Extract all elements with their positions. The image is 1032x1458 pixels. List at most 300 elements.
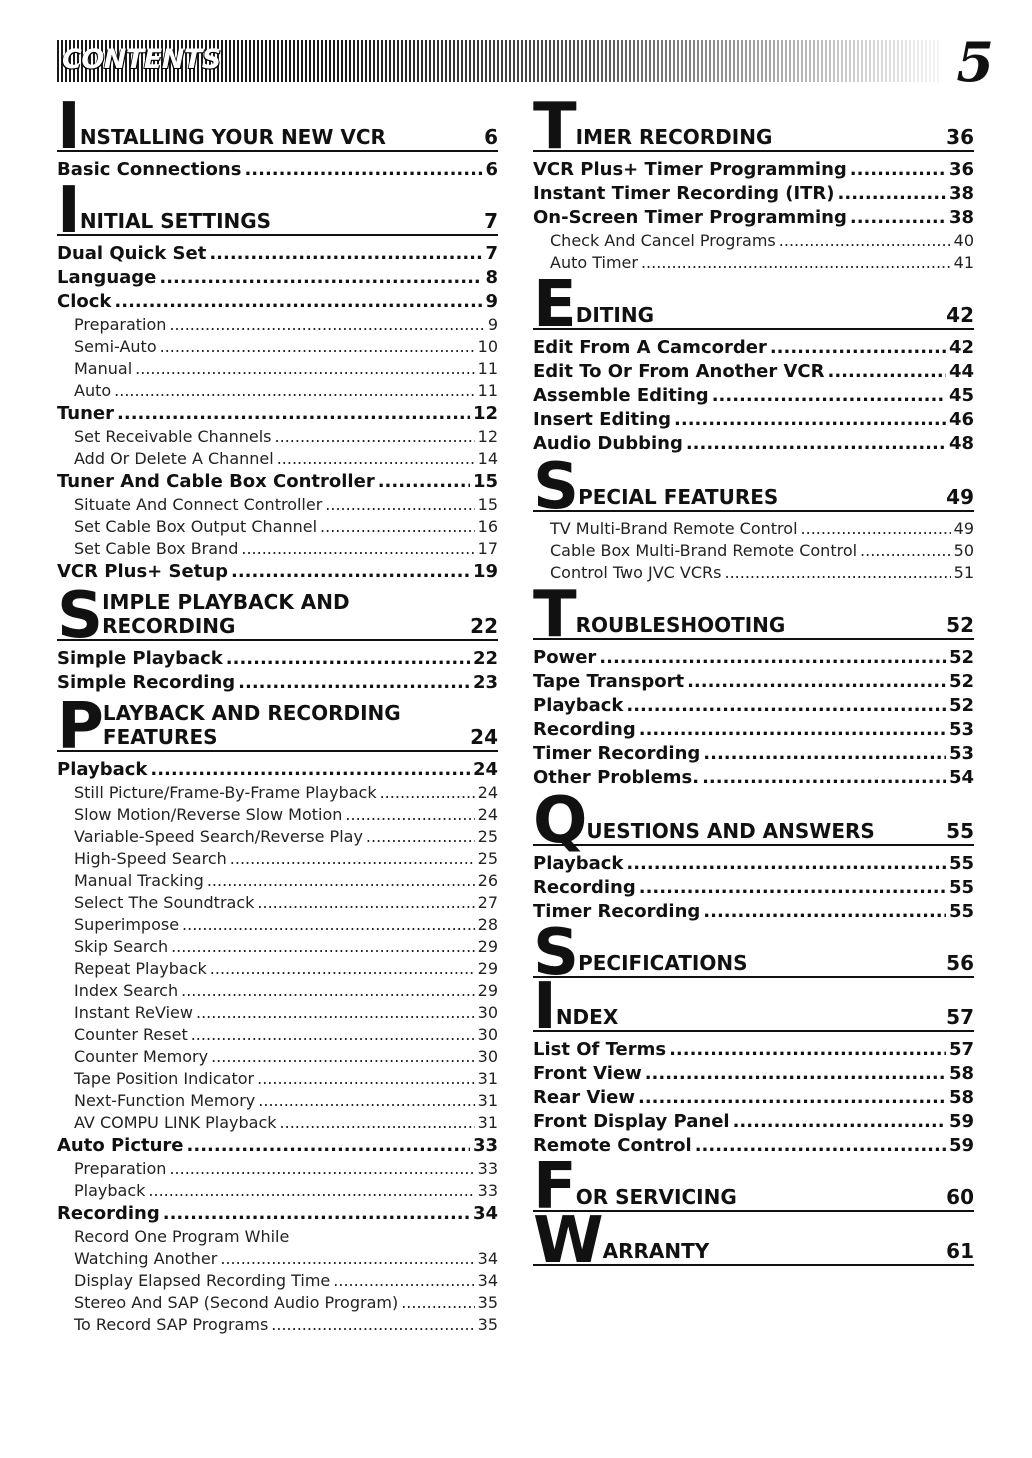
- entry-label: Rear View: [533, 1087, 635, 1108]
- section-page-number: 61: [946, 1239, 974, 1263]
- toc-subentry[interactable]: [57, 892, 498, 914]
- section-heading-body: [102, 590, 498, 639]
- toc-subentry[interactable]: [57, 448, 498, 470]
- toc-entry[interactable]: [533, 182, 974, 206]
- dot-leader: [191, 1024, 475, 1046]
- entry-label: Language: [57, 267, 157, 288]
- toc-subentry[interactable]: [57, 958, 498, 980]
- toc-entry[interactable]: [533, 852, 974, 876]
- entry-page-number: 30: [477, 1025, 498, 1044]
- entry-label: Counter Memory: [74, 1047, 209, 1066]
- entry-label: Playback: [533, 695, 624, 716]
- toc-section: [533, 1204, 974, 1278]
- toc-entry[interactable]: [533, 766, 974, 790]
- toc-entry[interactable]: [57, 560, 498, 584]
- dot-leader: [380, 782, 475, 804]
- toc-entry[interactable]: [533, 360, 974, 384]
- toc-subentry[interactable]: [57, 1002, 498, 1024]
- entry-label: List Of Terms: [533, 1039, 667, 1060]
- toc-entry[interactable]: [57, 1202, 498, 1226]
- dot-leader: [687, 670, 946, 694]
- toc-subentry[interactable]: [57, 1068, 498, 1090]
- toc-subentry[interactable]: [57, 936, 498, 958]
- dot-leader: [638, 1086, 946, 1110]
- dot-leader: [275, 426, 475, 448]
- dot-leader: [160, 336, 475, 358]
- section-heading-body: [603, 1239, 974, 1264]
- section-title: ARRANTY: [602, 1239, 710, 1263]
- toc-subentry[interactable]: [57, 314, 498, 336]
- section-heading[interactable]: [533, 268, 974, 342]
- entry-label: On-Screen Timer Programming: [533, 207, 847, 228]
- entry-label: Playback: [57, 759, 148, 780]
- entry-page-number: 9: [487, 315, 498, 334]
- entry-label: VCR Plus+ Setup: [57, 561, 228, 582]
- dot-leader: [114, 290, 482, 314]
- dot-leader: [220, 1248, 474, 1270]
- dot-leader: [345, 804, 474, 826]
- entry-page-number: 54: [948, 767, 974, 788]
- dot-leader: [257, 1068, 475, 1090]
- section-heading[interactable]: [57, 690, 498, 764]
- dot-leader: [695, 1134, 946, 1158]
- toc-entry[interactable]: [533, 646, 974, 670]
- entry-label: Slow Motion/Reverse Slow Motion: [74, 805, 343, 824]
- toc-subentry[interactable]: [57, 358, 498, 380]
- toc-subentry[interactable]: [533, 562, 974, 584]
- entry-page-number: 59: [948, 1135, 974, 1156]
- entry-label: Set Cable Box Brand: [74, 539, 239, 558]
- section-heading-body: [556, 1005, 974, 1030]
- dot-leader: [163, 1202, 470, 1226]
- entry-page-number: 40: [953, 231, 974, 250]
- entry-label: Variable-Speed Search/Reverse Play: [74, 827, 363, 846]
- section-heading-body: [80, 209, 498, 234]
- section-heading[interactable]: [533, 970, 974, 1044]
- toc-section: [57, 90, 498, 182]
- dot-leader: [244, 158, 482, 182]
- section-title: PECIFICATIONS: [578, 951, 748, 975]
- entry-label: Index Search: [74, 981, 179, 1000]
- entry-label: Power: [533, 647, 597, 668]
- toc-subentry[interactable]: [533, 518, 974, 540]
- toc-subentry[interactable]: [57, 336, 498, 358]
- dot-leader: [674, 408, 946, 432]
- section-initial: T: [533, 578, 575, 652]
- dot-leader: [150, 758, 470, 782]
- dot-leader: [135, 358, 475, 380]
- entry-label: Tuner And Cable Box Controller: [57, 471, 375, 492]
- entry-page-number: 33: [477, 1181, 498, 1200]
- section-initial: I: [57, 174, 79, 248]
- toc-entry[interactable]: [57, 1134, 498, 1158]
- dot-leader: [271, 1314, 474, 1336]
- section-page-number: 57: [946, 1005, 974, 1029]
- entry-page-number: 30: [477, 1003, 498, 1022]
- toc-subentry[interactable]: [57, 1112, 498, 1134]
- entry-page-number: 38: [948, 183, 974, 204]
- toc-entry[interactable]: [57, 470, 498, 494]
- entry-page-number: 10: [477, 337, 498, 356]
- toc-entry[interactable]: [533, 900, 974, 924]
- entry-label: TV Multi-Brand Remote Control: [550, 519, 798, 538]
- entry-label: Instant ReView: [74, 1003, 193, 1022]
- entry-label: Auto Timer: [550, 253, 638, 272]
- entry-label: Set Receivable Channels: [74, 427, 272, 446]
- section-title-line1: LAYBACK AND RECORDING: [102, 701, 401, 725]
- section-heading-body: [576, 303, 974, 328]
- section-page-number: 22: [470, 614, 498, 638]
- entry-label: Timer Recording: [533, 743, 701, 764]
- entry-label: Set Cable Box Output Channel: [74, 517, 318, 536]
- dot-leader: [712, 384, 946, 408]
- section-initial: Q: [533, 784, 586, 858]
- entry-page-number: 58: [948, 1087, 974, 1108]
- toc-subentry[interactable]: [533, 540, 974, 562]
- toc-section: [57, 579, 498, 695]
- section-initial: I: [57, 90, 79, 164]
- dot-leader: [850, 206, 946, 230]
- entry-page-number: 19: [472, 561, 498, 582]
- toc-subentry[interactable]: [57, 1158, 498, 1180]
- toc-entry[interactable]: [57, 158, 498, 182]
- entry-page-number: 22: [472, 648, 498, 669]
- dot-leader: [277, 448, 475, 470]
- entry-page-number: 46: [948, 409, 974, 430]
- entry-label: AV COMPU LINK Playback: [74, 1113, 277, 1132]
- toc-entry[interactable]: [533, 1134, 974, 1158]
- toc-entry[interactable]: [57, 290, 498, 314]
- entry-label: Remote Control: [533, 1135, 692, 1156]
- entry-page-number: 29: [477, 981, 498, 1000]
- section-heading-body: [576, 1185, 974, 1210]
- section-page-number: 52: [946, 613, 974, 637]
- toc-section: [57, 174, 498, 584]
- entry-page-number: 30: [477, 1047, 498, 1066]
- section-heading-body: [586, 819, 974, 844]
- toc-subentry[interactable]: [57, 782, 498, 804]
- toc-entry[interactable]: [533, 158, 974, 182]
- entry-page-number: 17: [477, 539, 498, 558]
- entry-label: Select The Soundtrack: [74, 893, 255, 912]
- dot-leader: [241, 538, 474, 560]
- entry-page-number: 24: [472, 759, 498, 780]
- section-heading[interactable]: [533, 450, 974, 524]
- dot-leader: [148, 1180, 474, 1202]
- entry-page-number: 57: [948, 1039, 974, 1060]
- dot-leader: [169, 1158, 474, 1180]
- entry-page-number: 34: [477, 1271, 498, 1290]
- toc-entry[interactable]: [533, 1038, 974, 1062]
- entry-label: Insert Editing: [533, 409, 672, 430]
- entry-page-number: 29: [477, 959, 498, 978]
- dot-leader: [850, 158, 946, 182]
- entry-label: Playback: [533, 853, 624, 874]
- entry-page-number: 42: [948, 337, 974, 358]
- toc-entry[interactable]: [57, 671, 498, 695]
- toc-entry[interactable]: [533, 718, 974, 742]
- dot-leader: [210, 958, 475, 980]
- toc-entry[interactable]: [57, 242, 498, 266]
- entry-label: Audio Dubbing: [533, 433, 683, 454]
- dot-leader: [280, 1112, 475, 1134]
- entry-label: Basic Connections: [57, 159, 242, 180]
- section-title-line2: RECORDING: [102, 614, 236, 638]
- toc-entry[interactable]: [533, 694, 974, 718]
- entry-label: Front Display Panel: [533, 1111, 730, 1132]
- section-page-number: 42: [946, 303, 974, 327]
- section-heading[interactable]: [533, 578, 974, 652]
- entry-label: Tape Position Indicator: [74, 1069, 255, 1088]
- dot-leader: [207, 870, 475, 892]
- dot-leader: [238, 671, 470, 695]
- toc-entry[interactable]: [533, 206, 974, 230]
- section-initial: F: [533, 1150, 575, 1224]
- dot-leader: [702, 766, 946, 790]
- entry-page-number: 27: [477, 893, 498, 912]
- section-heading-body: [80, 125, 498, 150]
- section-heading[interactable]: [533, 90, 974, 164]
- section-heading[interactable]: [57, 579, 498, 653]
- dot-leader: [669, 1038, 946, 1062]
- section-initial: S: [533, 450, 578, 524]
- entry-label: Stereo And SAP (Second Audio Program): [74, 1293, 399, 1312]
- section-heading-body: [578, 951, 974, 976]
- entry-label: Recording: [533, 719, 636, 740]
- section-page-number: 55: [946, 819, 974, 843]
- entry-label: Other Problems.: [533, 767, 700, 788]
- entry-page-number: 28: [477, 915, 498, 934]
- entry-label: To Record SAP Programs: [74, 1315, 269, 1334]
- entry-page-number: 50: [953, 541, 974, 560]
- entry-label: Check And Cancel Programs: [550, 231, 776, 250]
- entry-label: Semi-Auto: [74, 337, 157, 356]
- entry-page-number: 52: [948, 695, 974, 716]
- entry-page-number: 55: [948, 901, 974, 922]
- section-title: ROUBLESHOOTING: [575, 613, 786, 637]
- dot-leader: [169, 314, 484, 336]
- entry-page-number: 52: [948, 671, 974, 692]
- section-heading-body: [576, 125, 974, 150]
- toc-entry[interactable]: [533, 670, 974, 694]
- entry-label: Tape Transport: [533, 671, 685, 692]
- dot-leader: [703, 900, 946, 924]
- entry-page-number: 9: [485, 291, 498, 312]
- entry-label: Cable Box Multi-Brand Remote Control: [550, 541, 858, 560]
- dot-leader: [366, 826, 475, 848]
- dot-leader: [733, 1110, 946, 1134]
- section-page-number: 56: [946, 951, 974, 975]
- entry-page-number: 31: [477, 1091, 498, 1110]
- entry-label: Instant Timer Recording (ITR): [533, 183, 835, 204]
- entry-page-number: 52: [948, 647, 974, 668]
- section-heading-body: [103, 701, 498, 750]
- entry-label: Recording: [57, 1203, 160, 1224]
- toc-entry[interactable]: [57, 266, 498, 290]
- section-heading-body: [578, 485, 974, 510]
- toc-entry[interactable]: [533, 1110, 974, 1134]
- section-page-number: 49: [946, 485, 974, 509]
- section-page-number: 24: [470, 725, 498, 749]
- section-heading[interactable]: [533, 916, 974, 990]
- toc-subentry[interactable]: [57, 516, 498, 538]
- section-title: DITING: [575, 303, 654, 327]
- entry-label: High-Speed Search: [74, 849, 227, 868]
- entry-page-number: 25: [477, 849, 498, 868]
- section-initial: S: [533, 916, 578, 990]
- toc-subentry[interactable]: [57, 848, 498, 870]
- entry-page-number: 51: [953, 563, 974, 582]
- entry-label: Tuner: [57, 403, 115, 424]
- toc-subentry[interactable]: [57, 1292, 498, 1314]
- entry-label: Control Two JVC VCRs: [550, 563, 722, 582]
- dot-leader: [626, 852, 946, 876]
- entry-label: Repeat Playback: [74, 959, 207, 978]
- dot-leader: [181, 980, 475, 1002]
- toc-subentry[interactable]: [57, 380, 498, 402]
- entry-label: Preparation: [74, 315, 167, 334]
- dot-leader: [626, 694, 946, 718]
- dot-leader: [230, 848, 475, 870]
- section-initial: E: [533, 268, 575, 342]
- dot-leader: [770, 336, 946, 360]
- entry-page-number: 41: [953, 253, 974, 272]
- entry-page-number: 33: [472, 1135, 498, 1156]
- entry-page-number: 38: [948, 207, 974, 228]
- entry-label: Dual Quick Set: [57, 243, 207, 264]
- section-title: PECIAL FEATURES: [578, 485, 779, 509]
- entry-label: Situate And Connect Controller: [74, 495, 323, 514]
- entry-label: Next-Function Memory: [74, 1091, 256, 1110]
- toc-entry[interactable]: [57, 402, 498, 426]
- entry-page-number: 59: [948, 1111, 974, 1132]
- toc-subentry[interactable]: [57, 1314, 498, 1336]
- dot-leader: [827, 360, 945, 384]
- toc-entry[interactable]: [533, 876, 974, 900]
- toc-entry[interactable]: [57, 647, 498, 671]
- toc-subentry[interactable]: [57, 1024, 498, 1046]
- dot-leader: [639, 876, 946, 900]
- toc-subentry[interactable]: [57, 538, 498, 560]
- toc-entry[interactable]: [533, 408, 974, 432]
- section-initial: S: [57, 579, 102, 653]
- toc-entry[interactable]: [533, 1086, 974, 1110]
- entry-label: VCR Plus+ Timer Programming: [533, 159, 847, 180]
- toc-entry[interactable]: [57, 758, 498, 782]
- toc-section: [533, 578, 974, 790]
- toc-subentry[interactable]: [57, 1046, 498, 1068]
- toc-section: [533, 450, 974, 584]
- dot-leader: [182, 914, 475, 936]
- entry-page-number: 24: [477, 805, 498, 824]
- entry-label: Assemble Editing: [533, 385, 709, 406]
- entry-label: Front View: [533, 1063, 642, 1084]
- section-heading[interactable]: [533, 1204, 974, 1278]
- section-title-line1: IMPLE PLAYBACK AND: [102, 590, 350, 614]
- section-heading[interactable]: [57, 90, 498, 164]
- entry-label: Edit To Or From Another VCR: [533, 361, 825, 382]
- section-page-number: 60: [946, 1185, 974, 1209]
- entry-label: Playback: [74, 1181, 146, 1200]
- entry-page-number: 49: [953, 519, 974, 538]
- entry-page-number: 44: [948, 361, 974, 382]
- toc-subentry[interactable]: [57, 914, 498, 936]
- toc-entry[interactable]: [533, 432, 974, 456]
- dot-leader: [641, 252, 951, 274]
- section-initial: T: [533, 90, 575, 164]
- toc-section: [533, 90, 974, 274]
- dot-leader: [645, 1062, 946, 1086]
- dot-leader: [209, 242, 482, 266]
- toc-subentry[interactable]: [533, 230, 974, 252]
- dot-leader: [187, 1134, 470, 1158]
- toc-subentry[interactable]: [57, 804, 498, 826]
- entry-label: Auto: [74, 381, 112, 400]
- entry-page-number: 15: [472, 471, 498, 492]
- toc-subentry[interactable]: [533, 252, 974, 274]
- entry-page-number: 12: [472, 403, 498, 424]
- toc-subentry[interactable]: [57, 980, 498, 1002]
- dot-leader: [703, 742, 946, 766]
- section-title: [102, 590, 350, 638]
- entry-page-number: 14: [477, 449, 498, 468]
- toc-entry[interactable]: [533, 336, 974, 360]
- section-page-number: 7: [484, 209, 498, 233]
- dot-leader: [320, 516, 475, 538]
- entry-page-number: 25: [477, 827, 498, 846]
- entry-page-number: 45: [948, 385, 974, 406]
- toc-subentry[interactable]: [57, 1270, 498, 1292]
- toc-subentry[interactable]: [57, 826, 498, 848]
- dot-leader: [117, 402, 470, 426]
- dot-leader: [599, 646, 946, 670]
- toc-section: [533, 916, 974, 990]
- dot-leader: [211, 1046, 475, 1068]
- toc-entry[interactable]: [533, 742, 974, 766]
- toc-subentry[interactable]: [57, 1180, 498, 1202]
- section-heading[interactable]: [57, 174, 498, 248]
- entry-page-number: 31: [477, 1113, 498, 1132]
- section-title-line2: FEATURES: [102, 725, 218, 749]
- entry-label: Display Elapsed Recording Time: [74, 1271, 331, 1290]
- entry-page-number: 16: [477, 517, 498, 536]
- section-heading[interactable]: [533, 784, 974, 858]
- entry-page-number: 53: [948, 719, 974, 740]
- entry-page-number: 8: [485, 267, 498, 288]
- toc-subentry[interactable]: [57, 870, 498, 892]
- toc-entry[interactable]: [533, 1062, 974, 1086]
- toc-subentry[interactable]: [57, 426, 498, 448]
- entry-label: Simple Recording: [57, 672, 236, 693]
- entry-page-number: 36: [948, 159, 974, 180]
- dot-leader: [159, 266, 482, 290]
- entry-page-number: 48: [948, 433, 974, 454]
- entry-page-number: 31: [477, 1069, 498, 1088]
- section-title: IMER RECORDING: [575, 125, 773, 149]
- contents-column-left: [57, 90, 498, 1336]
- toc-subentry[interactable]: [57, 1090, 498, 1112]
- dot-leader: [226, 647, 470, 671]
- entry-page-number: 11: [477, 381, 498, 400]
- entry-page-number: 35: [477, 1293, 498, 1312]
- toc-entry[interactable]: [533, 384, 974, 408]
- dot-leader: [639, 718, 946, 742]
- section-initial: I: [533, 970, 555, 1044]
- entry-label: Preparation: [74, 1159, 167, 1178]
- toc-subentry[interactable]: [57, 494, 498, 516]
- toc-subentry[interactable]: [57, 1248, 498, 1270]
- dot-leader: [801, 518, 951, 540]
